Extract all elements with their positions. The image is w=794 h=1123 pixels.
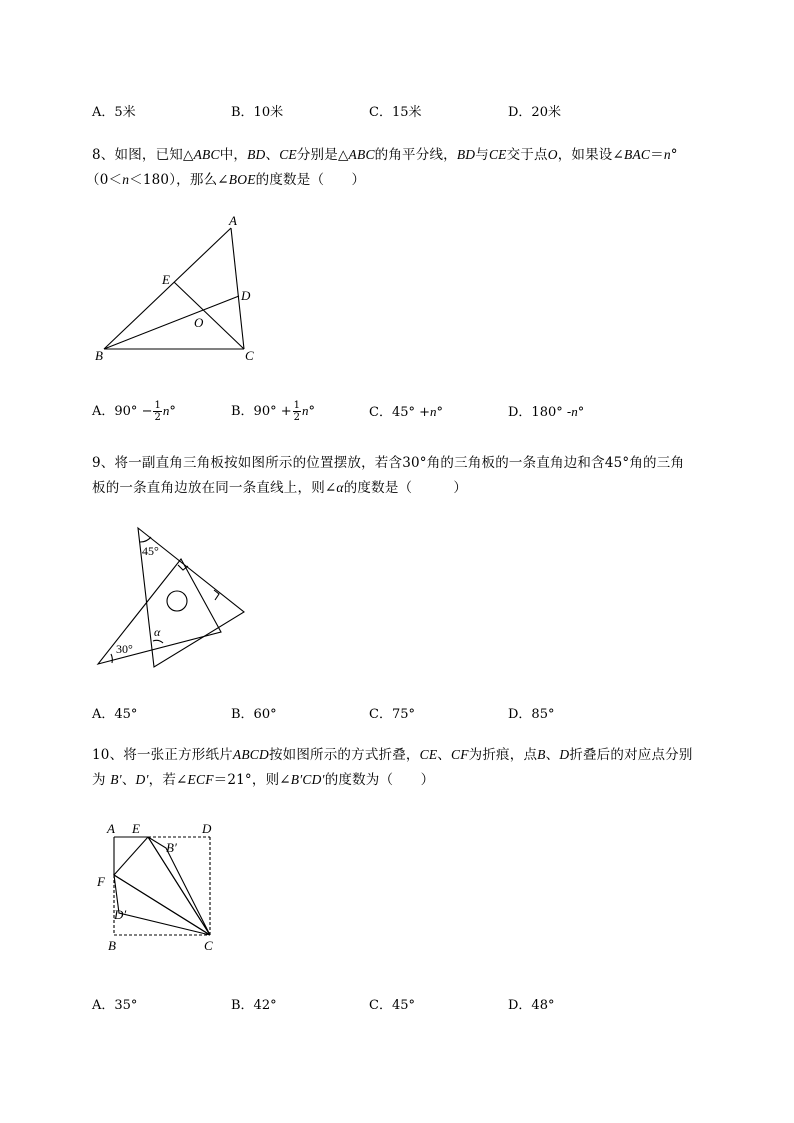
point-o-label: O (194, 315, 204, 330)
point-c-label: C (204, 938, 213, 953)
folded-flap-d (114, 875, 210, 935)
line-ab (104, 228, 231, 349)
point-f-label: F (97, 874, 105, 889)
q8-option-b[interactable]: B．90° + $\frac{1}{2}$ n° (231, 400, 316, 423)
q10-option-c[interactable]: C．45° (369, 998, 415, 1013)
q9-option-d[interactable]: D．85° (508, 707, 555, 722)
point-b-label: B (95, 348, 103, 363)
q9-question-line2: 板的一条直角边放在同一条直线上，则∠α的度数是（ ） (92, 480, 468, 496)
q10-option-b[interactable]: B．42° (231, 998, 277, 1013)
q8-question-line2: （0＜n＜180），那么∠BOE的度数是（ ） (86, 172, 366, 188)
line-ce (174, 282, 244, 349)
q10-folded-square-figure (90, 815, 230, 960)
q9-set-squares-figure (90, 520, 260, 675)
point-b-label: B (108, 938, 116, 953)
point-d-label: D (202, 821, 212, 836)
q7-option-b[interactable]: B．10米 (231, 105, 284, 120)
q8-option-a[interactable]: A．90° − $\frac{1}{2}$ n° (92, 400, 176, 423)
point-b-prime-label: B′ (166, 840, 177, 855)
q9-question-line1: 9、将一副直角三角板按如图所示的位置摆放，若含30°角的三角板的一条直角边和含45°角的三角 (92, 455, 685, 471)
q8-question-line1: 8、如图，已知△ABC中，BD、CE分别是△ABC的角平分线，BD与CE交于点O，如果设∠BAC＝n° (92, 147, 678, 163)
q10-question-line2: 为 B′、D′，若∠ECF＝21°，则∠B′CD′的度数为（ ） (92, 772, 435, 788)
angle-45-label: 45° (142, 544, 159, 558)
q10-option-a[interactable]: A．35° (92, 998, 138, 1013)
angle-alpha-arc (153, 640, 163, 643)
q7-option-a[interactable]: A．5米 (92, 105, 136, 120)
q8-triangle-figure (90, 210, 270, 370)
q10-question-line1: 10、将一张正方形纸片ABCD按如图所示的方式折叠，CE、CF为折痕，点B、D折叠后的对应点分别 (92, 747, 693, 763)
q8-option-d[interactable]: D．180° -n° (508, 404, 585, 420)
line-bd (104, 296, 239, 349)
angle-alpha-label: α (154, 625, 161, 639)
point-e-label: E (162, 272, 170, 287)
angle-45-arc (140, 537, 151, 542)
point-d-label: D (241, 288, 251, 303)
point-a-label: A (107, 821, 115, 836)
q7-option-c[interactable]: C．15米 (369, 105, 422, 120)
q9-option-a[interactable]: A．45° (92, 707, 138, 722)
point-e-label: E (132, 821, 140, 836)
angle-30-label: 30° (116, 642, 133, 656)
angle-30-arc (111, 654, 112, 663)
folded-flap-b (148, 837, 210, 935)
circle-hole (167, 591, 187, 611)
point-a-label: A (229, 213, 237, 228)
q9-option-c[interactable]: C．75° (369, 707, 415, 722)
point-c-label: C (245, 348, 254, 363)
q8-option-c[interactable]: C．45° +n° (369, 404, 444, 420)
point-d-prime-label: D′ (114, 907, 127, 922)
q10-option-d[interactable]: D．48° (508, 998, 555, 1013)
line-fe (114, 837, 148, 875)
q7-option-d[interactable]: D．20米 (508, 105, 561, 120)
q9-option-b[interactable]: B．60° (231, 707, 277, 722)
